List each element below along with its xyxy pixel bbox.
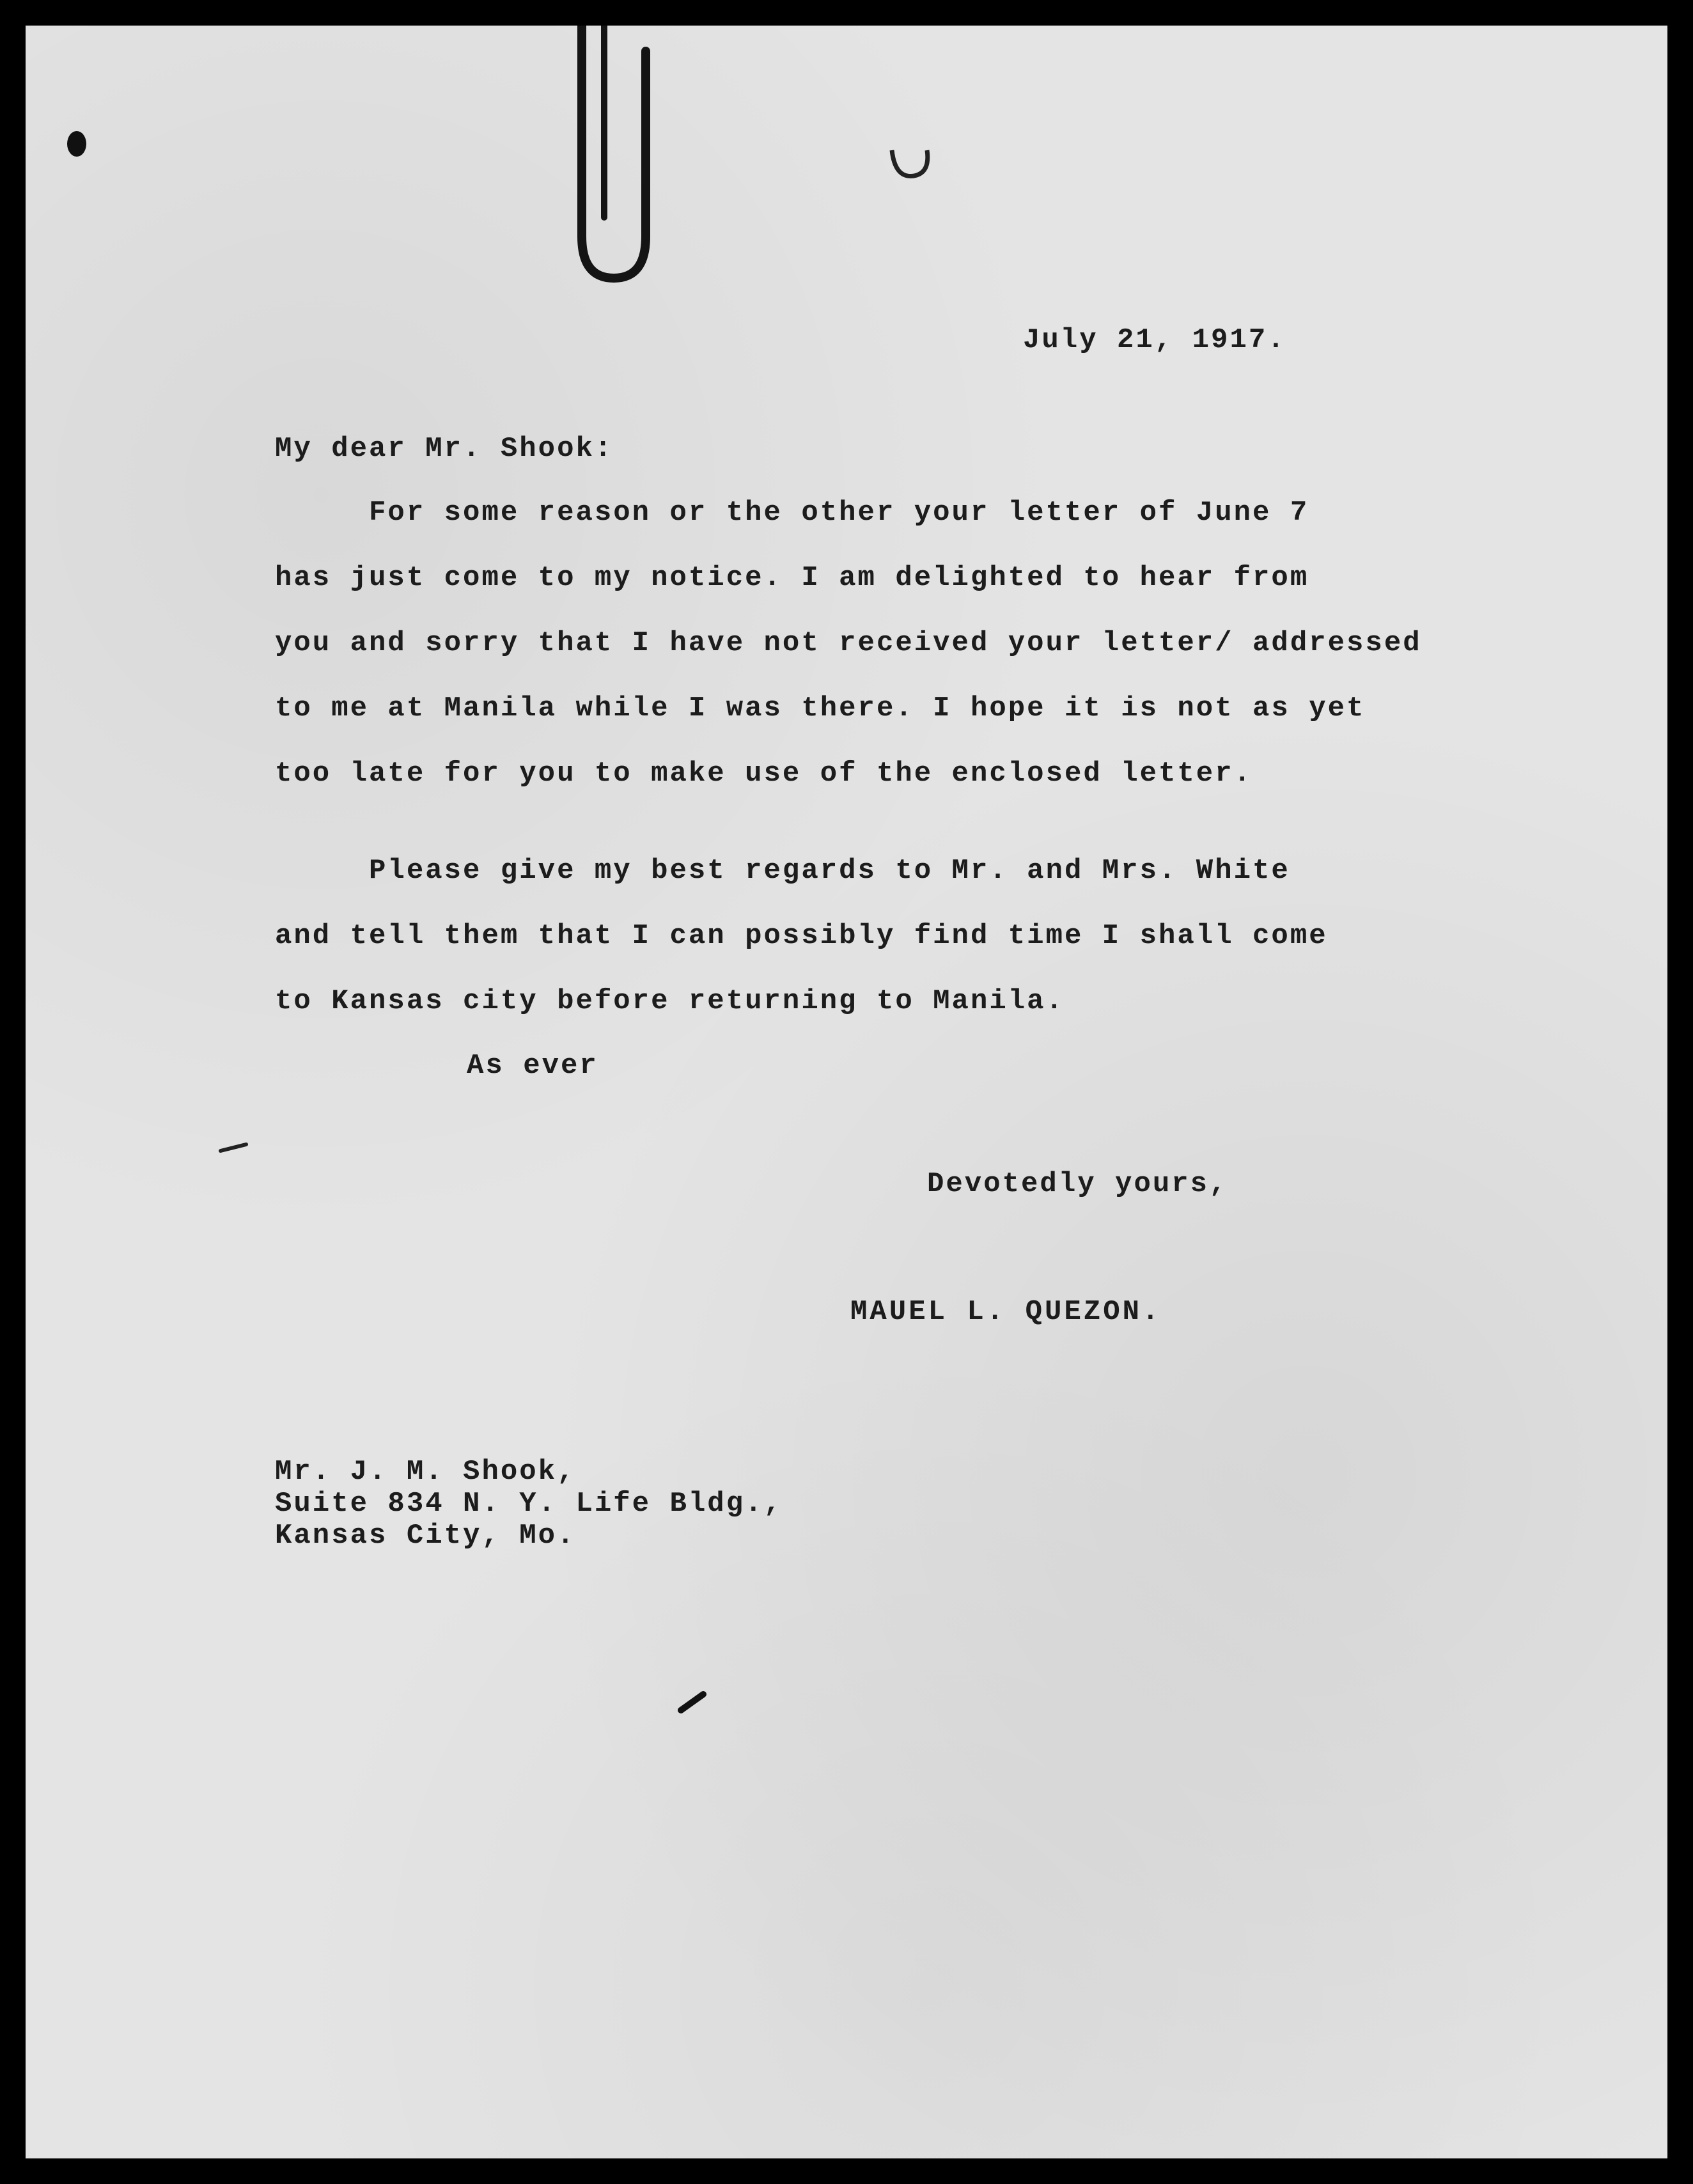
ink-blot <box>61 125 93 163</box>
paragraph2-line: to Kansas city before returning to Manila. <box>275 985 1065 1017</box>
letter-date: July 21, 1917. <box>1023 324 1286 356</box>
paragraph2-line: Please give my best regards to Mr. and Mrs. White <box>275 855 1290 887</box>
closing-text: Devotedly yours, <box>927 1168 1228 1200</box>
ink-dash <box>678 1688 710 1713</box>
paragraph1-line: to me at Manila while I was there. I hope it is not as yet <box>275 692 1366 724</box>
paragraph1-line: For some reason or the other your letter of June 7 <box>275 497 1309 529</box>
letter-page <box>26 26 1667 2158</box>
signature-name: MAUEL L. QUEZON. <box>850 1296 1162 1328</box>
address-line: Suite 834 N. Y. Life Bldg., <box>275 1488 783 1520</box>
as-ever-text: As ever <box>467 1050 598 1082</box>
paragraph1-line: too late for you to make use of the enclosed letter. <box>275 758 1253 790</box>
address-line: Mr. J. M. Shook, <box>275 1456 576 1488</box>
paragraph2-line: and tell them that I can possibly find time I shall come <box>275 920 1328 952</box>
ink-dash <box>217 1138 256 1157</box>
paperclip-mark <box>550 26 652 288</box>
paragraph1-line: has just come to my notice. I am delighted to hear from <box>275 562 1309 594</box>
address-line: Kansas City, Mo. <box>275 1520 576 1552</box>
salutation: My dear Mr. Shook: <box>275 433 614 465</box>
paragraph1-line: you and sorry that I have not received your letter/ addressed <box>275 627 1422 659</box>
ink-mark <box>882 141 940 192</box>
